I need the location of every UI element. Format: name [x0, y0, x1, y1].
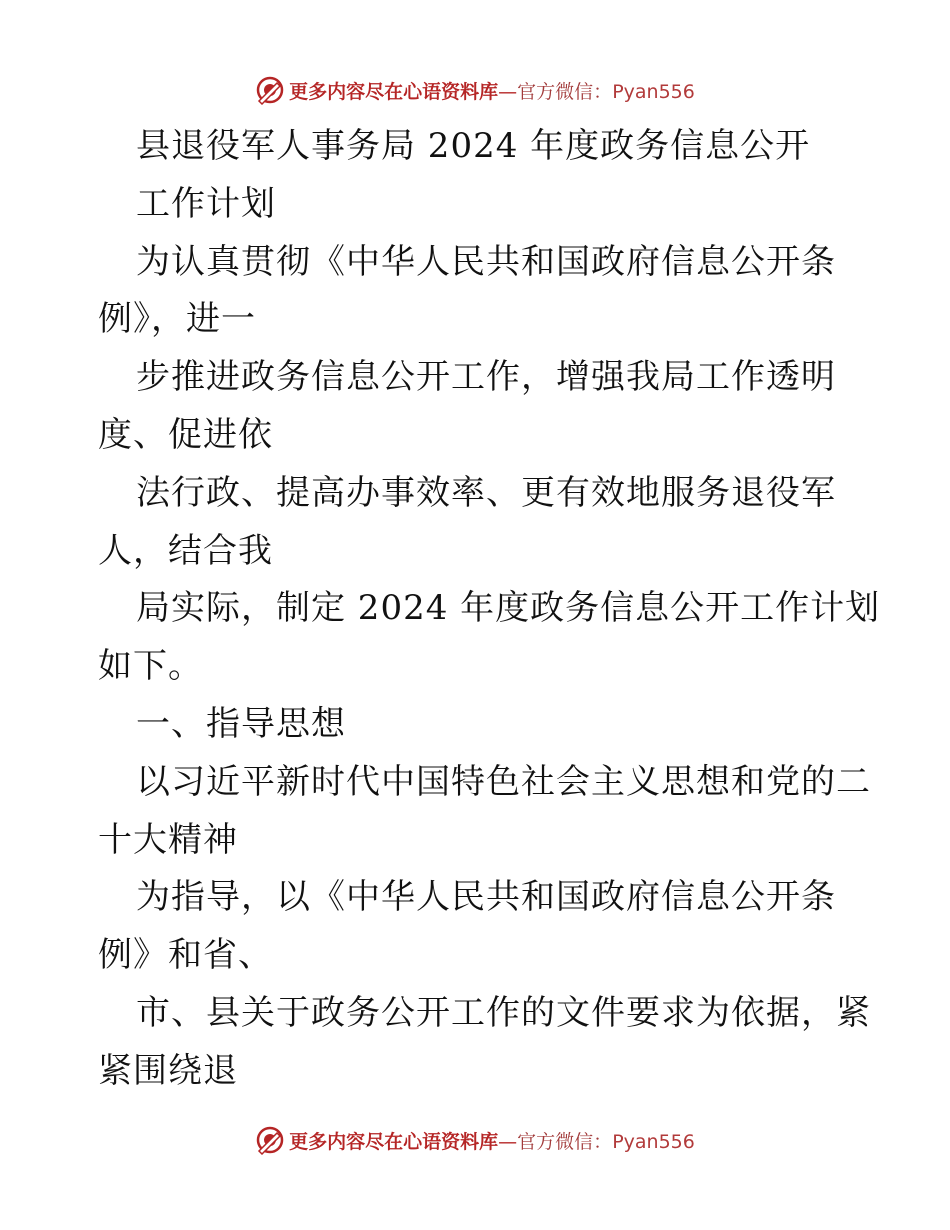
text-line: 紧围绕退: [98, 1050, 238, 1091]
text-line: 法行政、提高办事效率、更有效地服务退役军: [136, 472, 836, 513]
text-line: 县退役军人事务局 2024 年度政务信息公开: [136, 126, 811, 166]
text-line: 人，结合我: [98, 530, 273, 571]
pen-logo-icon: [255, 1125, 285, 1155]
text-line: 如下。: [98, 646, 203, 687]
text-line: 工作计划: [136, 183, 276, 224]
text-line: 局实际，制定 2024 年度政务信息公开工作计划: [136, 588, 881, 629]
document-body: [98, 118, 881, 1101]
pen-logo-icon: [255, 75, 285, 105]
header-banner-text: 更多内容尽在心语资料库—官方微信：Pyan556: [289, 80, 695, 103]
header-watermark-banner: [0, 70, 950, 110]
text-line: 市、县关于政务公开工作的文件要求为依据，紧: [136, 992, 871, 1033]
text-line: 为认真贯彻《中华人民共和国政府信息公开条: [136, 241, 836, 282]
footer-watermark-banner: [0, 1120, 950, 1160]
text-line: 以习近平新时代中国特色社会主义思想和党的二: [136, 761, 871, 802]
text-line: 度、促进依: [98, 414, 273, 455]
footer-banner-text: 更多内容尽在心语资料库—官方微信：Pyan556: [289, 1130, 695, 1153]
text-line: 例》和省、: [98, 935, 273, 976]
text-line: 为指导，以《中华人民共和国政府信息公开条: [136, 877, 836, 918]
text-line: 步推进政务信息公开工作，增强我局工作透明: [136, 357, 836, 398]
text-line: 例》，进一: [98, 299, 256, 340]
text-line: 十大精神: [98, 819, 238, 860]
text-line: 一、指导思想: [136, 703, 346, 744]
